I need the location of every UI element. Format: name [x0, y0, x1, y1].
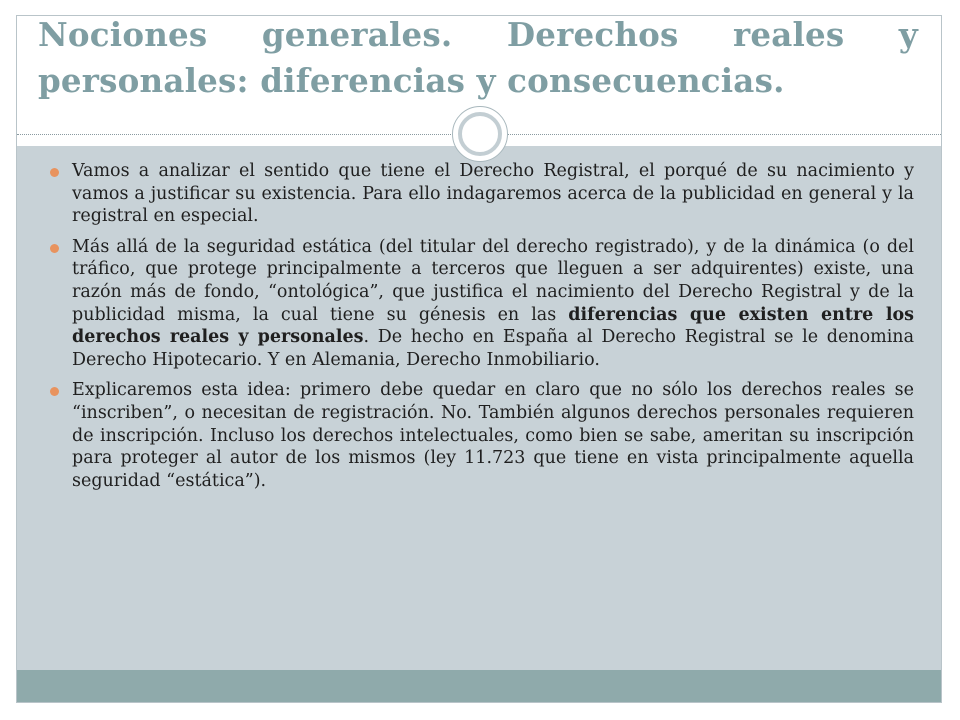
bullet-dot-icon [50, 168, 59, 177]
bullet-text: Vamos a analizar el sentido que tiene el Derecho Registral, el porqué de su nacimiento y vamos a justificar su existencia. Para ello indagaremos acerca de la publicidad en general y la registral en especial. [72, 161, 914, 227]
bullet-text: . De hecho en España al Derecho Registral se le denomina Derecho Hipotecario. Y en Alemania, Derecho Inmobiliario. [72, 327, 914, 370]
bullet-dot-icon [50, 244, 59, 253]
footer-bar [17, 670, 941, 702]
bullet-item [50, 236, 914, 372]
bullet-item [50, 379, 914, 492]
circle-ornament-icon [452, 106, 508, 162]
bullet-dot-icon [50, 387, 59, 396]
bullet-item [50, 160, 914, 228]
slide-title: Nociones generales. Derechos reales y personales: diferencias y consecuencias. [38, 15, 918, 100]
bullet-text: Más allá de la seguridad estática (del titular del derecho registrado), y de la dinámica (o del tráfico, que protege principalmente a terceros que lleguen a ser adquirentes) existe, una razón más de fondo, “ontológica”, que justifica el nacimiento del Derecho Registral y de la publicidad misma, la cual tiene su génesis en las [72, 236, 914, 325]
bullet-text: Explicaremos esta idea: primero debe quedar en claro que no sólo los derechos reales se “inscriben”, o necesitan de registración. No. También algunos derechos personales requieren de inscripción. Incluso los derechos intelectuales, como bien se sabe, ameritan su inscripción para proteger al autor de los mismos (ley 11.723 que tiene en vista principalmente aquella seguridad “estática”). [72, 380, 914, 491]
bullet-bold-text: diferencias que existen entre los derechos reales y personales [72, 304, 915, 348]
bullet-list [50, 160, 914, 500]
